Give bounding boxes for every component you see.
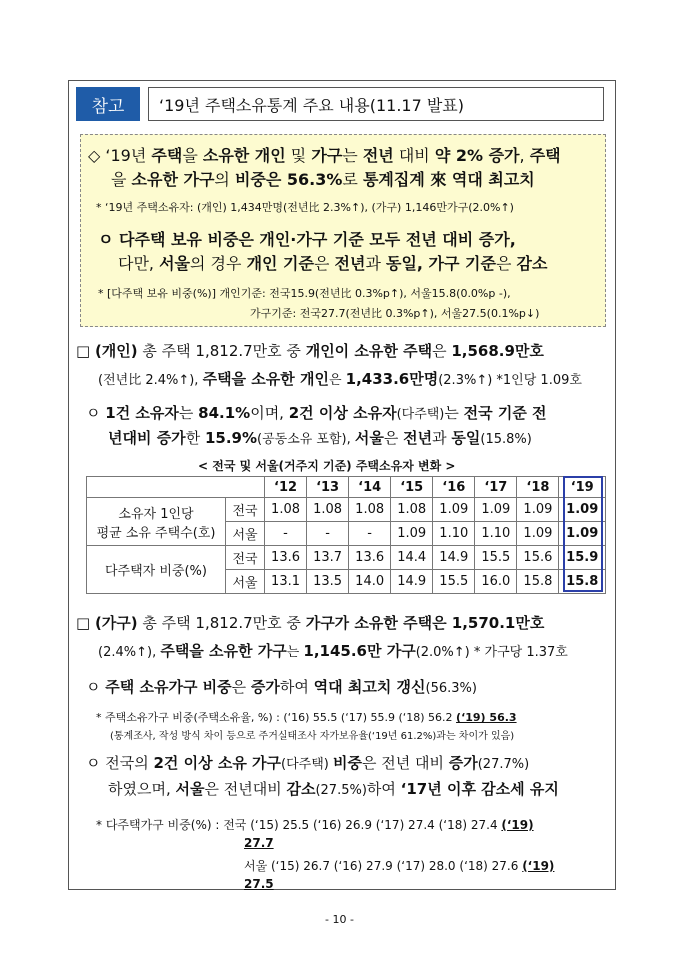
value-cell: 14.0 bbox=[349, 570, 391, 594]
value-cell: 1.08 bbox=[349, 498, 391, 522]
value-cell: 1.09 bbox=[391, 522, 433, 546]
value-cell: 13.6 bbox=[265, 546, 307, 570]
household-line-5: 하였으며, 서울은 전년대비 감소(27.5%)하여 ‘17년 이후 감소세 유지 bbox=[108, 780, 559, 798]
value-cell: 1.10 bbox=[475, 522, 517, 546]
individual-line-4: 년대비 증가한 15.9%(공동소유 포함), 서울은 전년과 동일(15.8%) bbox=[108, 429, 532, 447]
value-cell: 15.8 bbox=[559, 570, 606, 594]
year-cell: ‘17 bbox=[475, 477, 517, 498]
value-cell: 15.6 bbox=[517, 546, 559, 570]
summary-note-1: * ‘19년 주택소유자: (개인) 1,434만명(전년比 2.3%↑), (가구) 1,146만가구(2.0%↑) bbox=[96, 201, 514, 214]
value-cell: 1.09 bbox=[517, 522, 559, 546]
reference-header bbox=[76, 87, 604, 121]
household-note-2-seoul-value: 27.5 bbox=[244, 877, 274, 891]
year-cell: ‘12 bbox=[265, 477, 307, 498]
summary-line-1: ◇ ‘19년 주택을 소유한 개인 및 가구는 전년 대비 약 2% 증가, 주택 bbox=[88, 146, 561, 165]
year-cell: ‘19 bbox=[559, 477, 606, 498]
value-cell: 15.8 bbox=[517, 570, 559, 594]
household-line-1: □ (가구) 총 주택 1,812.7만호 중 가구가 소유한 주택은 1,570.1만호 bbox=[76, 614, 545, 632]
group-label-avg-houses: 소유자 1인당 평균 소유 주택수(호) bbox=[87, 498, 226, 546]
household-note-2-national: * 다주택가구 비중(%) : 전국 (‘15) 25.5 (‘16) 26.9 (‘17) 27.4 (‘18) 27.4 (‘19) bbox=[96, 818, 534, 832]
homeowner-table bbox=[86, 476, 606, 594]
value-cell: 1.09 bbox=[433, 498, 475, 522]
household-note-2-seoul: 서울 (‘15) 26.7 (‘16) 27.9 (‘17) 28.0 (‘18) 27.6 (‘19) bbox=[244, 859, 555, 873]
reference-tag: 참고 bbox=[76, 87, 140, 121]
value-cell: 1.09 bbox=[559, 498, 606, 522]
summary-line-4: 다만, 서울의 경우 개인 기준은 전년과 동일, 가구 기준은 감소 bbox=[118, 254, 548, 273]
value-cell: - bbox=[349, 522, 391, 546]
region-cell: 전국 bbox=[226, 498, 265, 522]
individual-line-1: □ (개인) 총 주택 1,812.7만호 중 개인이 소유한 주택은 1,568.9만호 bbox=[76, 342, 544, 360]
group-label-multi-owner: 다주택자 비중(%) bbox=[87, 546, 226, 594]
value-cell: 1.09 bbox=[517, 498, 559, 522]
value-cell: 1.09 bbox=[559, 522, 606, 546]
table-header-row bbox=[87, 477, 606, 498]
value-cell: 13.7 bbox=[307, 546, 349, 570]
individual-line-3: ㅇ 1건 소유자는 84.1%이며, 2건 이상 소유자(다주택)는 전국 기준 전 bbox=[86, 404, 547, 422]
value-cell: 16.0 bbox=[475, 570, 517, 594]
value-cell: 15.5 bbox=[433, 570, 475, 594]
page-number: - 10 - bbox=[325, 913, 354, 926]
table-caption: < 전국 및 서울(거주지 기준) 주택소유자 변화 > bbox=[198, 459, 456, 473]
reference-title: ‘19년 주택소유통계 주요 내용(11.17 발표) bbox=[148, 87, 604, 121]
summary-note-2a: * [다주택 보유 비중(%)] 개인기준: 전국15.9(전년比 0.3%p↑), 서울15.8(0.0%p -), bbox=[98, 287, 511, 300]
value-cell: 13.6 bbox=[349, 546, 391, 570]
value-cell: 1.08 bbox=[307, 498, 349, 522]
value-cell: 15.5 bbox=[475, 546, 517, 570]
household-note-1: * 주택소유가구 비중(주택소유율, %) : (‘16) 55.5 (‘17) 55.9 (‘18) 56.2 (‘19) 56.3 bbox=[96, 711, 517, 724]
individual-line-2: (전년比 2.4%↑), 주택을 소유한 개인은 1,433.6만명(2.3%↑) *1인당 1.09호 bbox=[98, 370, 582, 388]
household-note-2-national-value: 27.7 bbox=[244, 836, 274, 850]
value-cell: 14.9 bbox=[433, 546, 475, 570]
value-cell: - bbox=[265, 522, 307, 546]
value-cell: 14.9 bbox=[391, 570, 433, 594]
value-cell: 15.9 bbox=[559, 546, 606, 570]
region-cell: 서울 bbox=[226, 570, 265, 594]
value-cell: 1.08 bbox=[265, 498, 307, 522]
summary-note-2b: 가구기준: 전국27.7(전년比 0.3%p↑), 서울27.5(0.1%p↓) bbox=[250, 307, 540, 320]
region-cell: 서울 bbox=[226, 522, 265, 546]
value-cell: 14.4 bbox=[391, 546, 433, 570]
summary-line-3: ㅇ 다주택 보유 비중은 개인·가구 기준 모두 전년 대비 증가, bbox=[98, 230, 516, 249]
value-cell: 1.09 bbox=[475, 498, 517, 522]
year-cell: ‘15 bbox=[391, 477, 433, 498]
year-cell: ‘14 bbox=[349, 477, 391, 498]
year-cell: ‘13 bbox=[307, 477, 349, 498]
household-note-1c: (통계조사, 작성 방식 차이 등으로 주거실태조사 자가보유율(‘19년 61.2%)과는 차이가 있음) bbox=[110, 731, 515, 742]
year-cell: ‘18 bbox=[517, 477, 559, 498]
region-cell: 전국 bbox=[226, 546, 265, 570]
table-header-blank bbox=[87, 477, 265, 498]
summary-line-2: 을 소유한 가구의 비중은 56.3%로 통계집계 來 역대 최고치 bbox=[111, 170, 535, 189]
value-cell: 1.08 bbox=[391, 498, 433, 522]
value-cell: 13.5 bbox=[307, 570, 349, 594]
value-cell: - bbox=[307, 522, 349, 546]
year-cell: ‘16 bbox=[433, 477, 475, 498]
table-row bbox=[87, 498, 606, 522]
household-line-3: ㅇ 주택 소유가구 비중은 증가하여 역대 최고치 갱신(56.3%) bbox=[86, 678, 477, 696]
value-cell: 13.1 bbox=[265, 570, 307, 594]
household-line-2: (2.4%↑), 주택을 소유한 가구는 1,145.6만 가구(2.0%↑) * 가구당 1.37호 bbox=[98, 642, 568, 660]
value-cell: 1.10 bbox=[433, 522, 475, 546]
household-line-4: ㅇ 전국의 2건 이상 소유 가구(다주택) 비중은 전년 대비 증가(27.7%) bbox=[86, 754, 530, 772]
table-row bbox=[87, 546, 606, 570]
